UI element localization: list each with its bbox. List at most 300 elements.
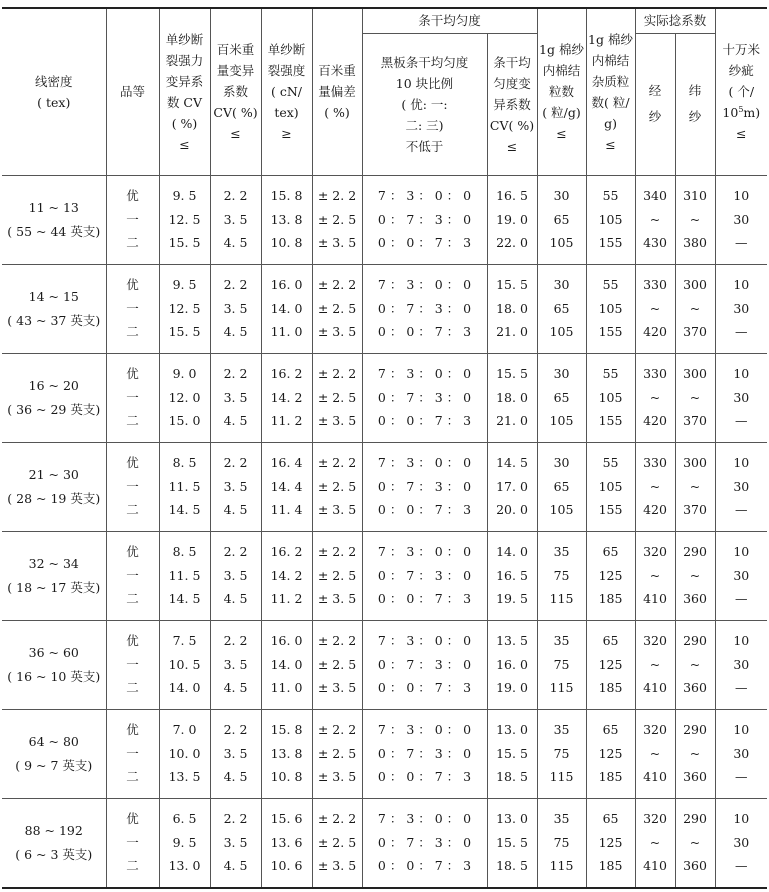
cell-value: 二 xyxy=(126,413,139,429)
cell-value: ± 3. 5 xyxy=(317,235,357,251)
cell-value: 35 xyxy=(553,722,570,738)
cell-value: 105 xyxy=(549,235,574,251)
cell-value: 11. 5 xyxy=(168,478,201,494)
density-cell xyxy=(2,798,106,888)
weft-label: 纬 纱 xyxy=(688,83,702,124)
header-line: ( 优: 一: xyxy=(401,96,448,112)
cell-value: ± 2. 2 xyxy=(317,277,357,293)
cell-value: 3. 5 xyxy=(223,834,248,850)
cell-value: 0 ： 0 ： 7 ： 3 xyxy=(377,858,472,874)
warp-cell xyxy=(635,531,675,620)
cell-value: 15. 8 xyxy=(270,722,303,738)
evenness-cv-cell xyxy=(487,264,537,353)
cell-value: 300 xyxy=(683,455,707,471)
cell-value: 0 ： 7 ： 3 ： 0 xyxy=(377,211,472,227)
cell-value: 10 xyxy=(733,811,750,827)
strength-cv-header xyxy=(159,8,210,175)
cell-value: 115 xyxy=(549,858,574,874)
weight-cv-cell xyxy=(210,798,261,888)
neps-cell xyxy=(537,264,586,353)
header-line: 裂强力 xyxy=(165,52,204,68)
weight-cv-header xyxy=(210,8,261,175)
weight-deviation-header xyxy=(312,8,362,175)
grades-cell xyxy=(106,175,159,264)
table-row xyxy=(2,709,767,798)
strength-cv-cell xyxy=(159,798,210,888)
neps-cell xyxy=(537,798,586,888)
cell-value: 14. 0 xyxy=(270,300,303,316)
neps-impurity-cell xyxy=(586,531,635,620)
cell-value: 410 xyxy=(643,769,667,785)
density-header xyxy=(2,8,106,175)
cell-value: 优 xyxy=(126,188,139,204)
cell-value: 320 xyxy=(643,633,667,649)
cell-value: ± 3. 5 xyxy=(317,591,357,607)
weight-dev-cell xyxy=(312,442,362,531)
cell-value: 优 xyxy=(126,544,139,560)
blackboard-cell xyxy=(362,353,487,442)
cell-value: 优 xyxy=(126,366,139,382)
density-range: 88 ~ 192 xyxy=(24,822,83,838)
faults-base: 10 xyxy=(722,105,739,121)
cell-value: 420 xyxy=(643,502,667,518)
header-line: ≤ xyxy=(605,136,616,152)
cell-value: 9. 0 xyxy=(172,366,197,382)
cell-value: 18. 5 xyxy=(496,769,528,785)
cell-value: 30 xyxy=(733,567,750,583)
blackboard-cell xyxy=(362,175,487,264)
header-line: 杂质粒 xyxy=(591,73,630,89)
strength-cv-cell xyxy=(159,442,210,531)
cell-value: 10 xyxy=(733,633,750,649)
cell-value: 125 xyxy=(598,745,623,761)
table-row xyxy=(2,175,767,264)
cell-value: 13. 5 xyxy=(168,769,201,785)
blackboard-cell xyxy=(362,531,487,620)
weight-cv-cell xyxy=(210,264,261,353)
cell-value: ± 2. 5 xyxy=(317,656,357,672)
cell-value: 75 xyxy=(553,656,570,672)
cell-value: ± 2. 5 xyxy=(317,567,357,583)
cell-value: 13. 8 xyxy=(270,745,303,761)
weight-cv-cell xyxy=(210,442,261,531)
density-label: 线密度 xyxy=(34,73,73,89)
cell-value: ± 2. 2 xyxy=(317,455,357,471)
cell-value: 16. 0 xyxy=(496,656,528,672)
cell-value: 优 xyxy=(126,722,139,738)
grades-cell xyxy=(106,442,159,531)
cell-value: 0 ： 7 ： 3 ： 0 xyxy=(377,567,472,583)
cell-value: ± 3. 5 xyxy=(317,502,357,518)
cell-value: 0 ： 7 ： 3 ： 0 xyxy=(377,834,472,850)
weft-cell xyxy=(675,442,715,531)
density-cell xyxy=(2,264,106,353)
faults-unit: m) xyxy=(743,105,761,121)
cell-value: 0 ： 0 ： 7 ： 3 xyxy=(377,235,472,251)
cell-value: 75 xyxy=(553,834,570,850)
warp-label: 经 纱 xyxy=(648,83,662,124)
cell-value: 15. 5 xyxy=(168,324,201,340)
cell-value: 7 ： 3 ： 0 ： 0 xyxy=(377,455,472,471)
cell-value: ± 2. 2 xyxy=(317,722,357,738)
tenacity-cell xyxy=(261,353,312,442)
cell-value: 21. 0 xyxy=(496,324,528,340)
cell-value: 105 xyxy=(598,478,623,494)
cell-value: 16. 0 xyxy=(270,277,303,293)
cell-value: 7 ： 3 ： 0 ： 0 xyxy=(377,366,472,382)
cell-value: 8. 5 xyxy=(172,455,197,471)
cell-value: 3. 5 xyxy=(223,389,248,405)
cell-value: 21. 0 xyxy=(496,413,528,429)
weft-cell xyxy=(675,353,715,442)
density-cell xyxy=(2,709,106,798)
cell-value: 9. 5 xyxy=(172,834,197,850)
cell-value: 360 xyxy=(683,769,707,785)
cell-value: 0 ： 0 ： 7 ： 3 xyxy=(377,324,472,340)
density-range: 16 ~ 20 xyxy=(28,377,79,393)
density-unit: ( tex) xyxy=(37,94,71,110)
header-line: 百米重 xyxy=(216,42,255,58)
warp-cell xyxy=(635,709,675,798)
cell-value: 11. 0 xyxy=(270,324,303,340)
cell-value: 二 xyxy=(126,502,139,518)
cell-value: 7 ： 3 ： 0 ： 0 xyxy=(377,722,472,738)
cell-value: 9. 5 xyxy=(172,277,197,293)
table-header xyxy=(2,8,767,175)
cell-value: 10 xyxy=(733,277,750,293)
cell-value: 65 xyxy=(602,811,619,827)
cell-value: 11. 2 xyxy=(270,413,303,429)
cell-value: 0 ： 7 ： 3 ： 0 xyxy=(377,300,472,316)
cell-value: 优 xyxy=(126,633,139,649)
cell-value: 155 xyxy=(598,413,623,429)
cell-value: 35 xyxy=(553,544,570,560)
cell-value: 55 xyxy=(602,277,619,293)
cell-value: 15. 8 xyxy=(270,188,303,204)
header-line: ≤ xyxy=(230,126,241,142)
cell-value: 7 ： 3 ： 0 ： 0 xyxy=(377,277,472,293)
warp-header xyxy=(635,33,675,175)
header-line: 异系数 xyxy=(493,96,531,112)
cell-value: 0 ： 0 ： 7 ： 3 xyxy=(377,591,472,607)
cell-value: 380 xyxy=(683,235,707,251)
cell-value: 155 xyxy=(598,324,623,340)
header-line: ≤ xyxy=(556,126,567,142)
cell-value: 14. 5 xyxy=(168,502,201,518)
cell-value: 55 xyxy=(602,366,619,382)
neps-cell xyxy=(537,620,586,709)
faults-cell xyxy=(715,353,767,442)
cell-value: 35 xyxy=(553,811,570,827)
cell-value: 2. 2 xyxy=(223,188,248,204)
weight-cv-cell xyxy=(210,353,261,442)
weft-cell xyxy=(675,709,715,798)
neps-impurity-cell xyxy=(586,442,635,531)
weight-cv-cell xyxy=(210,175,261,264)
cell-value: 410 xyxy=(643,680,667,696)
english-count: ( 36 ~ 29 英支) xyxy=(7,401,101,417)
cell-value: 15. 5 xyxy=(496,834,528,850)
cell-value: 16. 5 xyxy=(496,567,528,583)
cell-value: 290 xyxy=(683,544,707,560)
header-line: 内棉结 xyxy=(591,52,630,68)
grades-cell xyxy=(106,798,159,888)
evenness-cv-cell xyxy=(487,353,537,442)
density-cell xyxy=(2,442,106,531)
cell-value: 185 xyxy=(598,769,623,785)
cell-value: 4. 5 xyxy=(223,413,248,429)
cell-value: 55 xyxy=(602,188,619,204)
header-line: 裂强度 xyxy=(267,63,306,79)
faults-exponent: 5 xyxy=(738,105,744,115)
cell-value: 13. 6 xyxy=(270,834,303,850)
cell-value: 65 xyxy=(553,478,570,494)
cell-value: 4. 5 xyxy=(223,235,248,251)
cell-value: 3. 5 xyxy=(223,211,248,227)
cell-value: 185 xyxy=(598,858,623,874)
weight-dev-cell xyxy=(312,798,362,888)
cell-value: 14. 5 xyxy=(168,591,201,607)
cell-value: ± 3. 5 xyxy=(317,324,357,340)
cell-value: 17. 0 xyxy=(496,478,528,494)
neps-header xyxy=(537,8,586,175)
cell-value: 65 xyxy=(553,211,570,227)
cell-value: 30 xyxy=(733,478,750,494)
cell-value: 0 ： 7 ： 3 ： 0 xyxy=(377,389,472,405)
density-range: 64 ~ 80 xyxy=(28,733,79,749)
cell-value: 16. 2 xyxy=(270,366,303,382)
cell-value: 30 xyxy=(553,277,570,293)
cell-value: 16. 0 xyxy=(270,633,303,649)
cell-value: 一 xyxy=(126,567,139,583)
cell-value: 10. 8 xyxy=(270,769,303,785)
cell-value: 优 xyxy=(126,811,139,827)
cell-value: 13. 0 xyxy=(168,858,201,874)
cell-value: 7 ： 3 ： 0 ： 0 xyxy=(377,544,472,560)
cell-value: 290 xyxy=(683,722,707,738)
header-line: ≤ xyxy=(179,136,190,152)
density-cell xyxy=(2,531,106,620)
cell-value: 15. 0 xyxy=(168,413,201,429)
cell-value: 7 ： 3 ： 0 ： 0 xyxy=(377,811,472,827)
cell-value: 155 xyxy=(598,235,623,251)
english-count: ( 18 ~ 17 英支) xyxy=(7,579,101,595)
cell-value: 一 xyxy=(126,300,139,316)
weight-dev-cell xyxy=(312,531,362,620)
cell-value: 0 ： 0 ： 7 ： 3 xyxy=(377,680,472,696)
strength-cv-cell xyxy=(159,175,210,264)
warp-cell xyxy=(635,798,675,888)
cell-value: 二 xyxy=(126,769,139,785)
cell-value: 一 xyxy=(126,656,139,672)
cell-value: 30 xyxy=(733,745,750,761)
cell-value: 18. 0 xyxy=(496,300,528,316)
cell-value: 10 xyxy=(733,722,750,738)
cell-value: ± 2. 5 xyxy=(317,389,357,405)
faults-cell xyxy=(715,264,767,353)
tenacity-cell xyxy=(261,709,312,798)
cell-value: 300 xyxy=(683,277,707,293)
cell-value: 330 xyxy=(643,366,667,382)
cell-value: ± 3. 5 xyxy=(317,858,357,874)
cell-value: — xyxy=(735,502,748,518)
grade-header: 品等 xyxy=(106,8,159,175)
cell-value: ~ xyxy=(649,656,661,672)
cell-value: 6. 5 xyxy=(172,811,197,827)
cell-value: 一 xyxy=(126,745,139,761)
neps-cell xyxy=(537,531,586,620)
header-line: ≤ xyxy=(506,138,518,154)
cell-value: 19. 5 xyxy=(496,591,528,607)
cell-value: 185 xyxy=(598,591,623,607)
header-line: g) xyxy=(604,115,617,131)
table-body xyxy=(2,175,767,888)
cell-value: 105 xyxy=(549,413,574,429)
cell-value: 19. 0 xyxy=(496,680,528,696)
cell-value: 30 xyxy=(553,366,570,382)
cell-value: 125 xyxy=(598,567,623,583)
cell-value: 410 xyxy=(643,858,667,874)
cell-value: 340 xyxy=(643,188,667,204)
header-line: 单纱断 xyxy=(165,31,204,47)
cell-value: 2. 2 xyxy=(223,366,248,382)
cell-value: 0 ： 0 ： 7 ： 3 xyxy=(377,769,472,785)
faults-line-5: ≤ xyxy=(736,126,747,142)
cell-value: 4. 5 xyxy=(223,502,248,518)
cell-value: 2. 2 xyxy=(223,722,248,738)
header-line: ( cN/ xyxy=(271,84,302,100)
neps-impurity-cell xyxy=(586,353,635,442)
cell-value: 16. 4 xyxy=(270,455,303,471)
density-range: 36 ~ 60 xyxy=(28,644,79,660)
cell-value: — xyxy=(735,413,748,429)
cell-value: 0 ： 0 ： 7 ： 3 xyxy=(377,413,472,429)
header-line: 量变异 xyxy=(216,63,255,79)
weft-cell xyxy=(675,175,715,264)
evenness-group-header: 条干均匀度 xyxy=(362,8,537,33)
cell-value: 65 xyxy=(553,389,570,405)
cell-value: 7. 5 xyxy=(172,633,197,649)
table-row xyxy=(2,264,767,353)
cell-value: 一 xyxy=(126,834,139,850)
cell-value: 30 xyxy=(553,188,570,204)
header-line: 系数 xyxy=(222,84,248,100)
header-line: 内棉结 xyxy=(542,63,581,79)
cell-value: 10. 8 xyxy=(270,235,303,251)
english-count: ( 6 ~ 3 英支) xyxy=(15,846,93,862)
cell-value: 3. 5 xyxy=(223,567,248,583)
warp-cell xyxy=(635,175,675,264)
faults-line-3: ( 个/ xyxy=(728,84,755,100)
cell-value: ~ xyxy=(649,834,661,850)
header-line: CV( %) xyxy=(489,117,535,133)
header-line: 1g 棉纱 xyxy=(539,42,584,58)
cell-value: 0 ： 7 ： 3 ： 0 xyxy=(377,656,472,672)
neps-cell xyxy=(537,709,586,798)
cell-value: 3. 5 xyxy=(223,656,248,672)
header-line: ( 粒/g) xyxy=(542,105,581,121)
cell-value: 300 xyxy=(683,366,707,382)
density-range: 32 ~ 34 xyxy=(28,555,79,571)
cell-value: 65 xyxy=(602,544,619,560)
cell-value: 13. 0 xyxy=(496,811,528,827)
table-row xyxy=(2,531,767,620)
neps-impurity-header xyxy=(586,8,635,175)
header-line: 变异系 xyxy=(165,73,204,89)
cell-value: — xyxy=(735,680,748,696)
standards-table-container xyxy=(2,7,767,889)
faults-cell xyxy=(715,175,767,264)
blackboard-evenness-header xyxy=(362,33,487,175)
header-line: 不低于 xyxy=(405,138,444,154)
blackboard-cell xyxy=(362,442,487,531)
header-line: ( %) xyxy=(171,115,198,131)
cell-value: 30 xyxy=(733,656,750,672)
cell-value: 7. 0 xyxy=(172,722,197,738)
header-line: 黑板条干均匀度 xyxy=(380,54,469,70)
tenacity-cell xyxy=(261,264,312,353)
warp-cell xyxy=(635,620,675,709)
cell-value: 22. 0 xyxy=(496,235,528,251)
cell-value: 105 xyxy=(598,211,623,227)
cell-value: — xyxy=(735,858,748,874)
evenness-cv-cell xyxy=(487,531,537,620)
cell-value: 8. 5 xyxy=(172,544,197,560)
cell-value: 14. 0 xyxy=(270,656,303,672)
header-line: 二: 三) xyxy=(405,117,444,133)
cell-value: ± 2. 5 xyxy=(317,745,357,761)
cell-value: 12. 5 xyxy=(168,211,201,227)
tenacity-cell xyxy=(261,798,312,888)
weight-dev-cell xyxy=(312,264,362,353)
cell-value: 30 xyxy=(733,211,750,227)
faults-line-1: 十万米 xyxy=(722,42,761,58)
english-count: ( 43 ~ 37 英支) xyxy=(7,312,101,328)
cell-value: 14. 2 xyxy=(270,567,303,583)
neps-impurity-cell xyxy=(586,175,635,264)
neps-cell xyxy=(537,175,586,264)
cell-value: ~ xyxy=(689,834,701,850)
cell-value: ± 2. 2 xyxy=(317,544,357,560)
faults-cell xyxy=(715,620,767,709)
cell-value: 一 xyxy=(126,389,139,405)
cell-value: 115 xyxy=(549,680,574,696)
tenacity-cell xyxy=(261,175,312,264)
evenness-cv-header xyxy=(487,33,537,175)
weight-dev-cell xyxy=(312,709,362,798)
grades-cell xyxy=(106,531,159,620)
density-cell xyxy=(2,620,106,709)
table-row xyxy=(2,798,767,888)
cell-value: — xyxy=(735,591,748,607)
cell-value: ± 2. 5 xyxy=(317,300,357,316)
evenness-cv-cell xyxy=(487,798,537,888)
cell-value: 二 xyxy=(126,858,139,874)
cell-value: 290 xyxy=(683,633,707,649)
cell-value: 105 xyxy=(549,502,574,518)
cell-value: 125 xyxy=(598,656,623,672)
cell-value: 二 xyxy=(126,235,139,251)
cell-value: — xyxy=(735,324,748,340)
cell-value: ± 2. 2 xyxy=(317,188,357,204)
cell-value: 优 xyxy=(126,277,139,293)
cell-value: 3. 5 xyxy=(223,478,248,494)
cell-value: 15. 6 xyxy=(270,811,303,827)
neps-impurity-cell xyxy=(586,798,635,888)
grades-cell xyxy=(106,264,159,353)
cell-value: 13. 8 xyxy=(270,211,303,227)
header-line: ≥ xyxy=(281,126,292,142)
